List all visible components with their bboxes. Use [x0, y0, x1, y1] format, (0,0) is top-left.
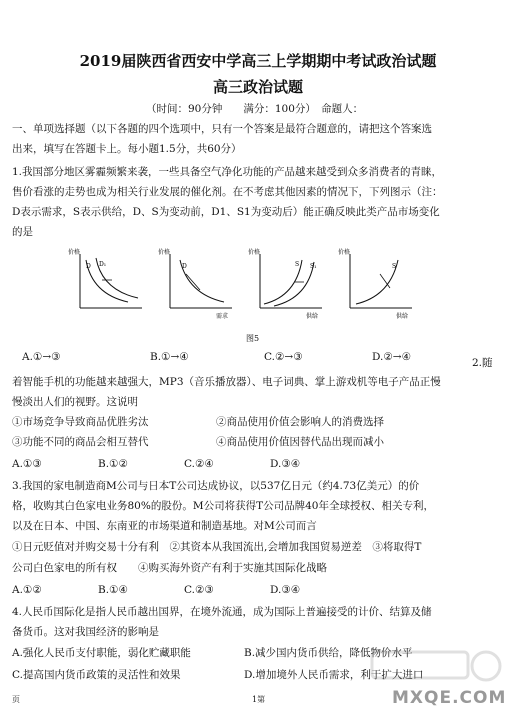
chart-1-ylabel: 价格 — [68, 249, 81, 256]
q4-option-a[interactable]: A.强化人民币支付职能，弱化贮藏职能 — [12, 647, 191, 659]
q2-statement-2: ②商品使用价值会影响人的消费选择 — [216, 416, 384, 428]
question-4-line-2: 备货币。这对我国经济的影响是 — [12, 626, 159, 638]
q1-option-b[interactable]: B.①→④ — [150, 351, 189, 363]
question-3-line-3: 以及在日本、中国、东南亚的市场渠道和制造基地。对M公司而言 — [12, 520, 317, 532]
footer-page-number: 1第 — [252, 695, 266, 704]
chart-2-ylabel: 价格 — [158, 249, 171, 256]
document-title: 2019届陕西省西安中学高三上学期期中考试政治试题 — [79, 52, 437, 70]
chart-2-graph — [158, 246, 238, 331]
document-subtitle: 高三政治试题 — [212, 78, 303, 96]
q2-option-d[interactable]: D.③④ — [270, 458, 301, 470]
chart-3-xlabel: 供给 — [306, 313, 319, 320]
question-1-line-3: D表示需求，S表示供给，D、S为变动前，D1、S1为变动后）能正确反映此类产品市场变化 — [12, 206, 440, 218]
q2-statement-3: ③功能不同的商品会相互替代 — [12, 436, 149, 448]
q2-statement-1: ①市场竞争导致商品优胜劣汰 — [12, 416, 149, 428]
question-3-line-5: 公司白色家电的所有权 ④购买海外资产有利于实施其国际化战略 — [12, 562, 327, 574]
question-4-line-1: 4.人民币国际化是指人民币越出国界，在境外流通，成为国际上普遍接受的计价、结算及储 — [12, 606, 432, 618]
chart-4-s-label: S — [392, 263, 397, 270]
section-heading: 一、单项选择题（以下各题的四个选项中，只有一个答案是最符合题意的，请把这个答案选 — [12, 123, 432, 135]
question-3-line-1: 3.我国的家电制造商M公司与日本T公司达成协议，以537亿日元（约4.73亿美元）的价 — [12, 480, 420, 492]
chart-1 — [68, 246, 148, 331]
chart-4 — [338, 246, 418, 331]
q1-option-c[interactable]: C.②→③ — [264, 351, 303, 363]
q2-option-c[interactable]: C.②④ — [184, 458, 214, 470]
question-2-line-2: 慢淡出人们的视野。这说明 — [12, 396, 138, 408]
chart-1-d-label: D — [86, 263, 91, 270]
q3-option-b[interactable]: B.①④ — [98, 584, 128, 596]
chart-3-ylabel: 价格 — [248, 249, 261, 256]
q2-option-b[interactable]: B.①② — [98, 458, 128, 470]
q4-option-c[interactable]: C.提高国内货币政策的灵活性和效果 — [12, 669, 181, 681]
chart-3-graph — [248, 246, 328, 331]
exam-info: （时间：90分钟 满分：100分） 命题人： — [146, 103, 364, 115]
q1-option-a[interactable]: A.①→③ — [22, 351, 61, 363]
q4-option-d[interactable]: D.增加境外人民币需求，利于扩大进口 — [244, 669, 424, 681]
chart-1-d1-label: D₁ — [99, 261, 107, 268]
q2-option-a[interactable]: A.①③ — [12, 458, 42, 470]
figure-5-charts — [68, 246, 428, 336]
chart-3-s-label: S — [295, 261, 300, 268]
question-3-line-2: 格，收购其白色家电业务80%的股份。M公司将获得T公司品牌40年全球授权、相关专利， — [12, 500, 434, 512]
chart-4-graph — [338, 246, 418, 331]
q2-statement-4: ④商品使用价值因替代品出现而减小 — [216, 436, 384, 448]
question-1-line-1: 1.我国部分地区雾霾频繁来袭，一些具备空气净化功能的产品越来越受到众多消费者的青睐， — [12, 166, 443, 178]
section-heading-cont: 出来，填写在答题卡上。每小题1.5分，共60分） — [12, 143, 242, 155]
chart-2 — [158, 246, 238, 331]
chart-1-graph — [68, 246, 148, 331]
question-3-line-4: ①日元贬值对并购交易十分有利 ②其资本从我国流出,会增加我国贸易逆差 ③将取得T — [12, 541, 422, 553]
footer-page-label: 页 — [12, 695, 20, 704]
chart-3 — [248, 246, 328, 331]
chart-2-d-label: D — [182, 263, 187, 270]
q3-option-c[interactable]: C.②③ — [184, 584, 214, 596]
watermark-text: MXQE.COM — [392, 688, 507, 708]
q3-option-d[interactable]: D.③④ — [270, 584, 301, 596]
q1-option-d[interactable]: D.②→④ — [372, 351, 412, 363]
q3-option-a[interactable]: A.①② — [12, 584, 42, 596]
question-1-line-4: 的是 — [12, 226, 33, 238]
question-1-line-2: 售价看涨的走势也成为相关行业发展的催化剂。在不考虑其他因素的情况下，下列图示（注： — [12, 186, 443, 198]
question-2-number: 2.随 — [472, 357, 493, 369]
chart-2-xlabel: 需求 — [216, 313, 229, 320]
figure-caption: 图5 — [246, 334, 260, 343]
chart-4-ylabel: 价格 — [338, 249, 351, 256]
question-2-line-1: 着智能手机的功能越来越强大，MP3（音乐播放器）、电子词典、掌上游戏机等电子产品正慢 — [12, 376, 441, 388]
q4-option-b[interactable]: B.减少国内货币供给，降低物价水平 — [244, 647, 413, 659]
chart-3-s1-label: S₁ — [310, 263, 317, 270]
chart-4-xlabel: 供给 — [396, 313, 409, 320]
